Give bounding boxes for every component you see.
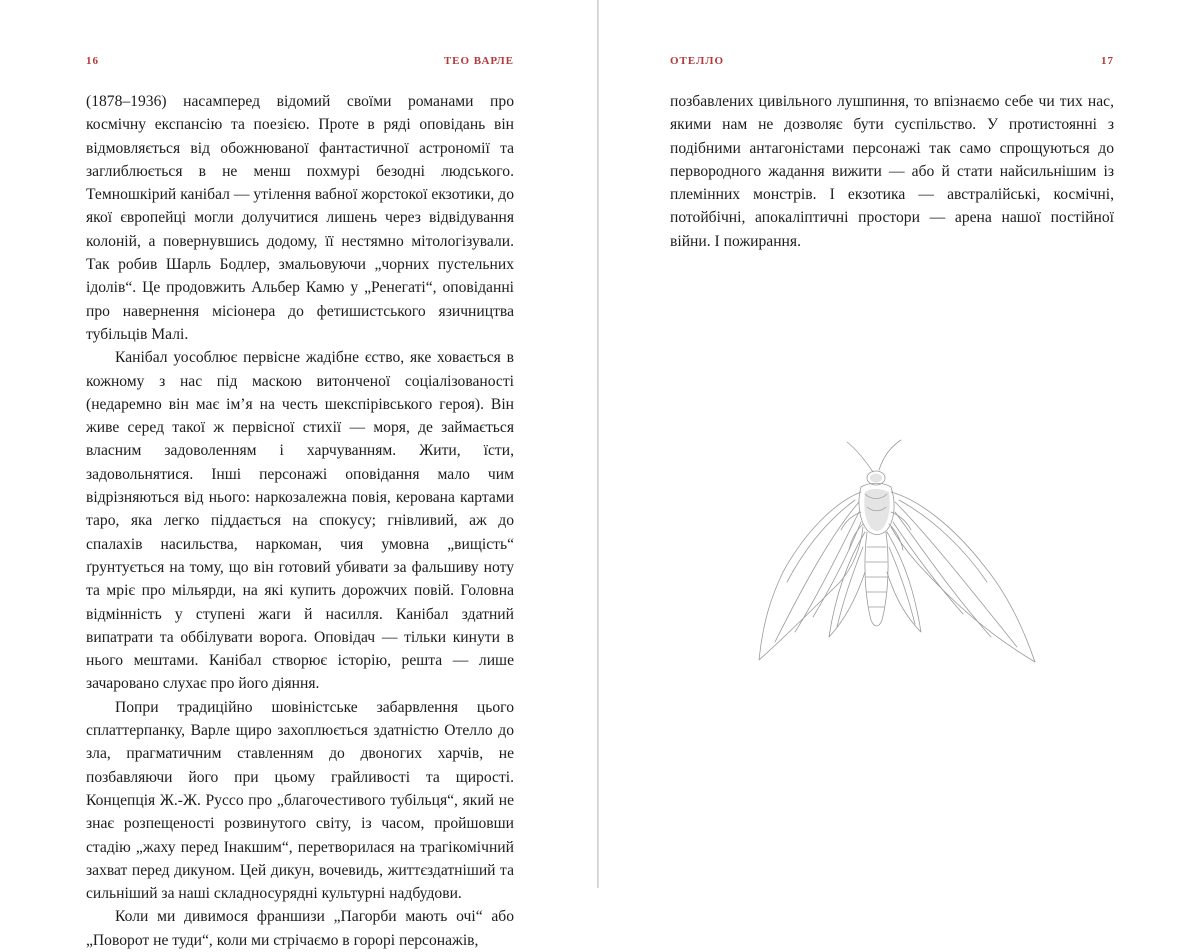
paragraph: Канібал уособлює первісне жадібне єство, яке ховається в кожному з нас під маскою витонченої соціалізованості (недаремно він має ім’я на честь шекспірівського героя). Він живе серед такої ж первісної стихії — моря, де займається власним задоволенням і харчуванням. Жити, їсти, задовольнятися. Інші персонажі оповідання мало чим відрізняються від нього: наркозалежна повія, керована картами таро, яка легко піддається на спокусу; гнівливий, аж до спалахів насильства, наркоман, чия умовна „вищість“ ґрунтується на тому, що він готовий убивати за фальшиву ноту та мріє про мільярди, на які купить дорожчих повій. Головна відмінність у ступені жаги й насилля. Канібал здатний випатрати та оббілувати ворога. Оповідач — тільки кинути в нього мештами. Канібал створює історію, решта — лише зачаровано слухає про його діяння. [86, 349, 514, 693]
page-number-left: 16 [86, 55, 99, 67]
running-head-author: ТЕО ВАРЛЕ [443, 55, 514, 67]
right-page-body [670, 90, 1114, 253]
right-page [600, 0, 1194, 888]
left-page [0, 0, 598, 949]
paragraph: Коли ми дивимося франшизи „Пагорби мають очі“ або „Поворот не туди“, коли ми стрічаємо в горорі персонажів, [86, 908, 514, 949]
paragraph: позбавлених цивільного лушпиння, то впізнаємо себе чи тих нас, якими нам не дозволяє бути суспільство. У протистоянні з подібними антагоністами персонажі так само спрощуються до первородного жадання вижити — або й стати найсильнішим із племінних монстрів. І екзотика — австралійські, космічні, потойбічні, апокаліптичні простори — арена нашої постійної війни. І пожирання. [670, 93, 1114, 250]
left-page-body [86, 90, 514, 952]
book-gutter [597, 0, 599, 888]
moth-illustration [755, 432, 1040, 672]
running-head-title: ОТЕЛЛО [670, 55, 725, 67]
paragraph: (1878–1936) насамперед відомий своїми романами про космічну експансію та поезією. Проте в ряді оповідань він відмовляється від обожнюваної фантастичної астрономії та заглиблюється в не менш похмурі безодні людського. Темношкірий канібал — утілення вабної жорстокої екзотики, до якої європейці могли долучитися лишень через відвідування колоній, а повернувшись додому, її нестямно мітологізували. Так робив Шарль Бодлер, змальовуючи „чорних пустельних ідолів“. Це продовжить Альбер Камю у „Ренегаті“, оповіданні про навернення місіонера до фетишистського язичництва тубільців Малі. [86, 93, 514, 343]
page-number-right: 17 [1101, 55, 1114, 67]
paragraph: Попри традиційно шовіністське забарвлення цього сплаттерпанку, Варле щиро захоплюється здатністю Отелло до зла, прагматичним ставленням до двоногих харчів, не позбавляючи його при цьому грайливості та щирості. Концепція Ж.-Ж. Руссо про „благочестивого тубільця“, який не знає розпещеності розвинутого світу, із часом, пройшовши стадію „жаху перед Інакшим“, перетворилася на трагікомічний захват перед дикуном. Цей дикун, вочевидь, життєздатніший та сильніший за наші складносурядні культурні надбудови. [86, 698, 514, 903]
